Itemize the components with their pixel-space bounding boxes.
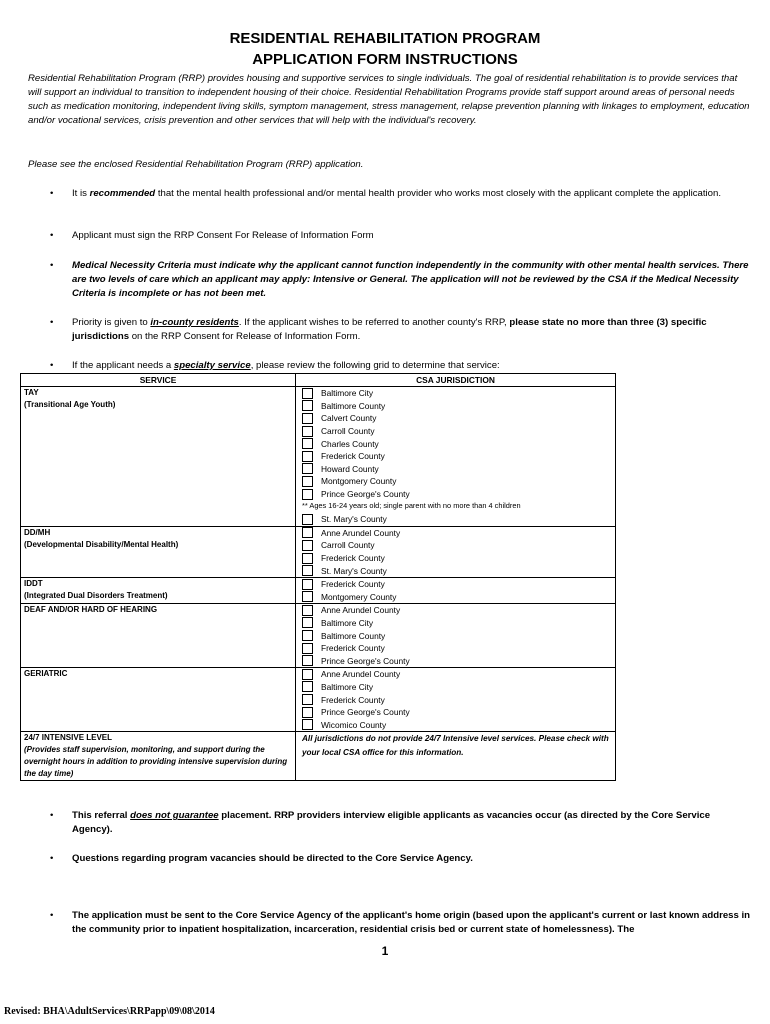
bullet-text: . If the applicant wishes to be referred to another county's RRP,	[238, 317, 510, 328]
checkbox[interactable]	[302, 489, 313, 500]
jurisdiction-option[interactable]	[302, 437, 612, 450]
col-csa-header: CSA JURISDICTION	[296, 374, 616, 387]
checkbox[interactable]	[302, 605, 313, 616]
jurisdiction-option[interactable]	[302, 450, 612, 463]
specialty-service-grid	[20, 373, 616, 781]
bullet-marker: •	[50, 317, 54, 328]
jurisdiction-option[interactable]	[302, 527, 612, 540]
jurisdiction-label: Carroll County	[321, 540, 375, 551]
bullet-emphasis: in-county residents	[150, 317, 239, 328]
checkbox[interactable]	[302, 719, 313, 730]
jurisdiction-option[interactable]	[302, 617, 612, 630]
bullet-vacancies: Questions regarding program vacancies should be directed to the Core Service Agency.	[72, 853, 473, 864]
service-title: DEAF AND/OR HARD OF HEARING	[24, 605, 158, 615]
all-jurisdictions-note: All jurisdictions do not provide 24/7 Intensive level services. Please check with your local CSA office for this information.	[296, 732, 616, 781]
jurisdiction-cell	[296, 526, 616, 577]
revised-footer: Revised: BHA\AdultServices\RRPapp\09\08\2014	[4, 1006, 215, 1017]
bullet-text: , please review the following grid to determine that service:	[250, 360, 500, 371]
checkbox[interactable]	[302, 643, 313, 654]
table-row	[21, 577, 616, 603]
checkbox[interactable]	[302, 413, 313, 424]
bullet-emphasis: does not guarantee	[130, 810, 219, 821]
jurisdiction-option[interactable]	[302, 539, 612, 552]
col-service-header: SERVICE	[21, 374, 296, 387]
checkbox[interactable]	[302, 463, 313, 474]
intro-paragraph: Residential Rehabilitation Program (RRP) provides housing and supportive services to single individuals. The goal of residential rehabilitation is to provide services that will support an individual to transition to independent housing of their choice. Residential Rehabilitation Programs provide staff support around areas of personal needs such as medication monitoring, independent living skills, symptom management, stress management, relapse prevention planning with linkages to employment, education and/or vocational services, crisis prevention and other services that will help with the individual's recovery.	[28, 73, 750, 126]
table-row	[21, 604, 616, 668]
service-title: 24/7 INTENSIVE LEVEL	[24, 733, 113, 743]
bullet-marker: •	[50, 910, 54, 921]
bullet-send-application: The application must be sent to the Core Service Agency of the applicant's home origin (based upon the applicant's current or last known address in the community prior to inpatient hospitalization, incarceration, residential crisis bed or current state of homelessness). The	[72, 910, 751, 935]
bullet-bold: please state no more than three (3) specific jurisdictions	[72, 317, 707, 342]
jurisdiction-option[interactable]	[302, 668, 612, 681]
jurisdiction-option[interactable]	[302, 578, 612, 591]
jurisdiction-option[interactable]	[302, 552, 612, 565]
jurisdiction-option[interactable]	[302, 706, 612, 719]
bullet-marker: •	[50, 853, 54, 864]
checkbox[interactable]	[302, 476, 313, 487]
bullet-specialty	[72, 359, 752, 373]
jurisdiction-label: Howard County	[321, 463, 379, 474]
service-subtitle: (Provides staff supervision, monitoring, and support during the overnight hours in addition to providing intensive supervision during the day time)	[24, 745, 288, 779]
jurisdiction-label: Anne Arundel County	[321, 669, 401, 680]
jurisdiction-label: Frederick County	[321, 579, 385, 590]
page-title-line1: RESIDENTIAL REHABILITATION PROGRAM	[229, 30, 541, 47]
checkbox[interactable]	[302, 426, 313, 437]
jurisdiction-option[interactable]	[302, 718, 612, 731]
service-title: GERIATRIC	[24, 669, 68, 679]
jurisdiction-label: Carroll County	[321, 426, 375, 437]
service-cell	[21, 668, 296, 732]
checkbox[interactable]	[302, 694, 313, 705]
jurisdiction-option[interactable]	[302, 387, 612, 400]
bullet-marker: •	[50, 260, 54, 271]
jurisdiction-label: Prince George's County	[321, 489, 410, 500]
jurisdiction-option[interactable]	[302, 412, 612, 425]
jurisdiction-option[interactable]	[302, 475, 612, 488]
jurisdiction-option[interactable]	[302, 629, 612, 642]
page-title-line2: APPLICATION FORM INSTRUCTIONS	[252, 51, 518, 68]
jurisdiction-option[interactable]	[302, 513, 612, 526]
table-row	[21, 526, 616, 577]
checkbox[interactable]	[302, 553, 313, 564]
service-cell	[21, 387, 296, 527]
bullet-text: placement. RRP providers interview eligible applicants as vacancies occur (as directed by the Core Service Agency).	[72, 810, 711, 835]
bullet-recommended	[72, 187, 752, 201]
jurisdiction-label: Baltimore County	[321, 630, 386, 641]
bullet-text: on the RRP Consent for Release of Information Form.	[129, 331, 361, 342]
table-row	[21, 668, 616, 732]
service-subtitle: (Developmental Disability/Mental Health)	[24, 539, 179, 549]
jurisdiction-cell	[296, 668, 616, 732]
bullet-marker: •	[50, 230, 54, 241]
service-cell	[21, 526, 296, 577]
jurisdiction-label: Anne Arundel County	[321, 527, 401, 538]
checkbox[interactable]	[302, 591, 313, 602]
bullet-marker: •	[50, 810, 54, 821]
jurisdiction-cell	[296, 387, 616, 527]
checkbox[interactable]	[302, 514, 313, 525]
jurisdiction-label: Calvert County	[321, 413, 377, 424]
jurisdiction-label: Frederick County	[321, 643, 385, 654]
jurisdiction-label: Montgomery County	[321, 476, 397, 487]
jurisdiction-option[interactable]	[302, 654, 612, 667]
page-number: 1	[381, 944, 389, 958]
jurisdiction-label: Baltimore City	[321, 617, 374, 628]
checkbox[interactable]	[302, 565, 313, 576]
jurisdiction-cell	[296, 577, 616, 603]
service-title: DD/MH	[24, 527, 51, 537]
see-enclosed-text: Please see the enclosed Residential Rehabilitation Program (RRP) application.	[28, 159, 364, 170]
service-cell	[21, 604, 296, 668]
bullet-emphasis: recommended	[89, 188, 156, 199]
bullet-no-guarantee	[72, 809, 752, 837]
jurisdiction-label: Montgomery County	[321, 591, 397, 602]
checkbox[interactable]	[302, 540, 313, 551]
jurisdiction-option[interactable]	[302, 564, 612, 577]
jurisdiction-label: Frederick County	[321, 451, 385, 462]
jurisdiction-label: Prince George's County	[321, 707, 410, 718]
checkbox[interactable]	[302, 400, 313, 411]
jurisdiction-option[interactable]	[302, 642, 612, 655]
bullet-priority	[72, 316, 752, 344]
bullet-marker: •	[50, 360, 54, 371]
jurisdiction-option[interactable]	[302, 681, 612, 694]
jurisdiction-label: Charles County	[321, 438, 379, 449]
checkbox[interactable]	[302, 527, 313, 538]
bullet-text: If the applicant needs a	[72, 360, 174, 371]
table-row	[21, 387, 616, 527]
jurisdiction-option[interactable]	[302, 488, 612, 501]
jurisdiction-label: Prince George's County	[321, 655, 410, 666]
checkbox[interactable]	[302, 579, 313, 590]
bullet-text: This referral	[72, 810, 131, 821]
service-cell	[21, 732, 296, 781]
checkbox[interactable]	[302, 655, 313, 666]
jurisdiction-option[interactable]	[302, 591, 612, 604]
jurisdiction-label: Baltimore County	[321, 400, 386, 411]
jurisdiction-label: St. Mary's County	[321, 514, 387, 525]
service-title: TAY	[24, 388, 39, 397]
jurisdiction-cell	[296, 604, 616, 668]
checkbox[interactable]	[302, 388, 313, 399]
jurisdiction-label: Baltimore City	[321, 681, 374, 692]
jurisdiction-label: Baltimore City	[321, 388, 374, 399]
jurisdiction-option[interactable]	[302, 463, 612, 476]
checkbox[interactable]	[302, 707, 313, 718]
checkbox[interactable]	[302, 669, 313, 680]
jurisdiction-label: St. Mary's County	[321, 565, 387, 576]
jurisdiction-option[interactable]	[302, 604, 612, 617]
bullet-text: It is	[72, 188, 90, 199]
service-cell	[21, 577, 296, 603]
jurisdiction-label: Anne Arundel County	[321, 605, 401, 616]
bullet-text: Priority is given to	[72, 317, 151, 328]
checkbox[interactable]	[302, 617, 313, 628]
jurisdiction-label: Wicomico County	[321, 719, 387, 730]
bullet-marker: •	[50, 188, 54, 199]
bullet-emphasis: specialty service	[173, 360, 251, 371]
jurisdiction-option[interactable]	[302, 425, 612, 438]
jurisdiction-option[interactable]	[302, 693, 612, 706]
table-row	[21, 732, 616, 781]
checkbox[interactable]	[302, 438, 313, 449]
jurisdiction-label: Frederick County	[321, 694, 385, 705]
service-subtitle: (Integrated Dual Disorders Treatment)	[24, 590, 168, 600]
jurisdiction-option[interactable]	[302, 400, 612, 413]
checkbox[interactable]	[302, 681, 313, 692]
service-subtitle: (Transitional Age Youth)	[24, 400, 116, 409]
bullet-consent: Applicant must sign the RRP Consent For Release of Information Form	[72, 230, 374, 241]
service-title: IDDT	[24, 578, 43, 588]
grid-header-row	[21, 374, 616, 387]
bullet-text: that the mental health professional and/or mental health provider who works most closely with the applicant complete the application.	[155, 188, 721, 199]
bullet-medical-necessity: Medical Necessity Criteria must indicate why the applicant cannot function independently in the community with other mental health services. There are two levels of care which an applicant may apply: Intensive or General. The application will not be reviewed by the CSA if the Medical Necessity Criteria is incomplete or has not been met.	[72, 260, 749, 299]
tay-age-note: ** Ages 16-24 years old; single parent with no more than 4 children	[302, 501, 521, 511]
checkbox[interactable]	[302, 630, 313, 641]
jurisdiction-label: Frederick County	[321, 553, 385, 564]
checkbox[interactable]	[302, 451, 313, 462]
